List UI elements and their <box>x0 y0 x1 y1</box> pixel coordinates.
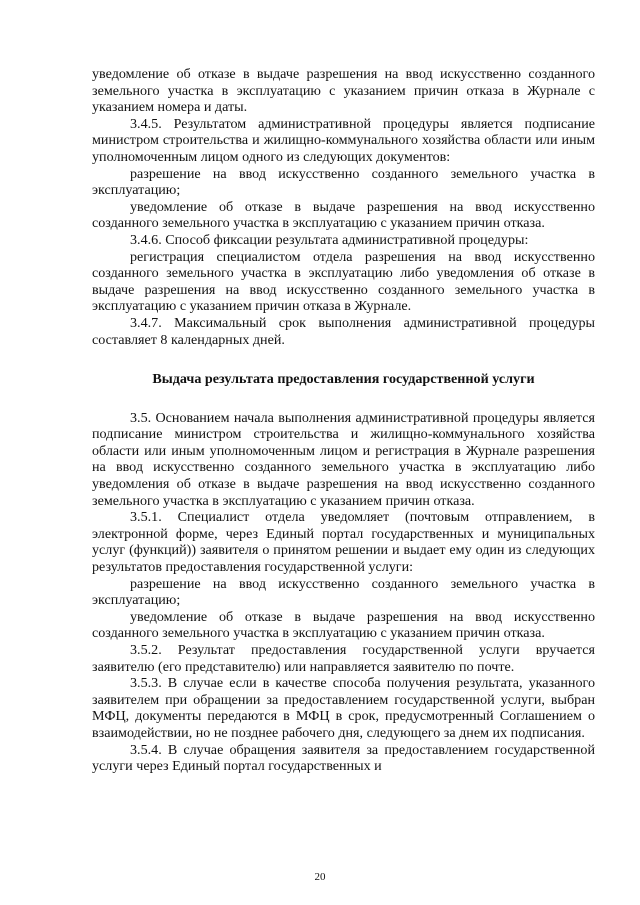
page-number: 20 <box>314 871 326 883</box>
list-item-refusal-2: уведомление об отказе в выдаче разрешения на ввод искусственно созданного земельного участка в эксплуатацию с указанием причин отказа. <box>92 608 595 642</box>
paragraph-3-5: 3.5. Основанием начала выполнения административной процедуры является подписание министром строительства и жилищно-коммунального хозяйства области или иным уполномоченным лицом и регистрация в Журнале разрешения на ввод искусственно созданного земельного участка в эксплуатацию либо уведомления об отказе в выдаче разрешения на ввод искусственно созданного земельного участка в эксплуатацию с указанием причин отказа. <box>92 409 595 509</box>
list-item-permit: разрешение на ввод искусственно созданного земельного участка в эксплуатацию; <box>92 165 595 199</box>
paragraph-3-5-3: 3.5.3. В случае если в качестве способа получения результата, указанного заявителем при обращении за предоставлением государственной услуги, выбран МФЦ, документы передаются в МФЦ в срок, предусмотренный Соглашением о взаимодействии, но не позднее рабочего дня, следующего за днем их подписания. <box>92 675 595 741</box>
list-item-refusal: уведомление об отказе в выдаче разрешения на ввод искусственно созданного земельного участка в эксплуатацию с указанием причин отказа. <box>92 198 595 232</box>
list-item-permit-2: разрешение на ввод искусственно созданного земельного участка в эксплуатацию; <box>92 575 595 609</box>
section-heading: Выдача результата предоставления государственной услуги <box>152 371 535 388</box>
paragraph-registration: регистрация специалистом отдела разрешения на ввод искусственно созданного земельного участка в эксплуатацию либо уведомления об отказе в выдаче разрешения на ввод искусственно созданного земельного участка в эксплуатацию с указанием причин отказа в Журнале. <box>92 248 595 315</box>
paragraph-continuation: уведомление об отказе в выдаче разрешения на ввод искусственно созданного земельного участка в эксплуатацию с указанием причин отказа в Журнале с указанием номера и даты. <box>92 66 595 116</box>
paragraph-3-4-6: 3.4.6. Способ фиксации результата административной процедуры: <box>130 231 529 248</box>
paragraph-3-4-5: 3.4.5. Результатом административной процедуры является подписание министром строительства и жилищно-коммунального хозяйства области или иным уполномоченным лицом одного из следующих документов: <box>92 115 595 165</box>
paragraph-3-5-1: 3.5.1. Специалист отдела уведомляет (почтовым отправлением, в электронной форме, через Единый портал государственных и муниципальных услуг (функций)) заявителя о принятом решении и выдает ему один из следующих результатов предоставления государственной услуги: <box>92 509 595 576</box>
paragraph-3-4-7: 3.4.7. Максимальный срок выполнения административной процедуры составляет 8 календарных дней. <box>92 314 595 348</box>
paragraph-3-5-4: 3.5.4. В случае обращения заявителя за предоставлением государственной услуги через Единый портал государственных и <box>92 741 595 775</box>
paragraph-3-5-2: 3.5.2. Результат предоставления государственной услуги вручается заявителю (его представителю) или направляется заявителю по почте. <box>92 642 595 675</box>
